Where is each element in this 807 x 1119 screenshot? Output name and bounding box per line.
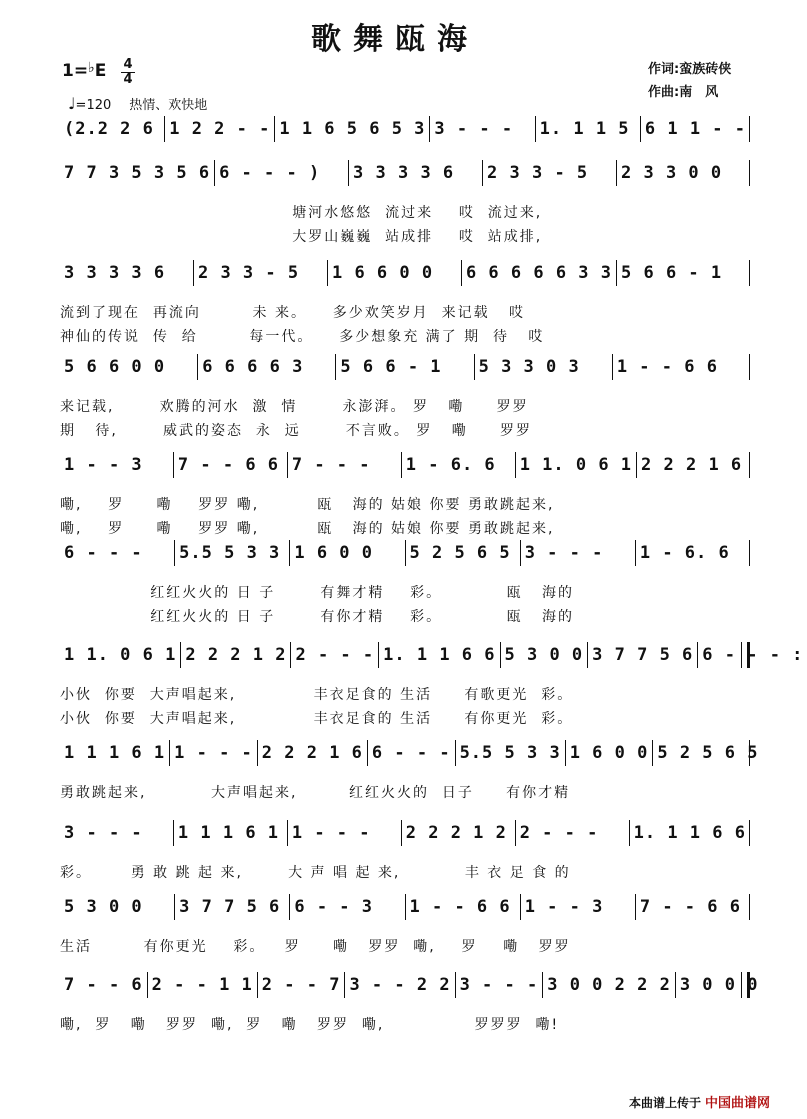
measure: 3 - - - <box>455 972 543 998</box>
barline <box>749 160 750 186</box>
measure: 2 - - 7 <box>257 972 345 998</box>
measure: 3 0 0 2 2 2 <box>542 972 675 998</box>
mood-text: 热情、欢快地 <box>129 98 208 113</box>
measure: 5 3 0 0 <box>64 897 143 917</box>
measure: 6 - - - : <box>697 642 807 668</box>
measure: 7 - - 6 <box>64 975 143 995</box>
lyric-line: 小伙 你要 大声唱起来, 丰衣足食的 生活 有歌更光 彩。 <box>60 687 574 703</box>
time-top: 4 <box>123 57 133 72</box>
measure: 1. 1 1 6 6 <box>378 642 499 668</box>
measure: 5 6 6 0 0 <box>64 357 166 377</box>
measure: 3 3 3 3 6 <box>348 160 482 186</box>
tempo-value: =120 <box>75 98 112 113</box>
notes-line <box>60 114 750 142</box>
measure: 1 - - 6 6 <box>612 354 750 380</box>
score-row <box>60 158 750 245</box>
lyric-line: 嘞, 罗 嘞 罗罗 嘞, 瓯 海的 姑娘 你要 勇敢跳起来, <box>60 497 555 513</box>
lyric-line: 小伙 你要 大声唱起来, 丰衣足食的 生活 有你更光 彩。 <box>60 711 574 727</box>
song-title: 歌舞瓯海 <box>311 22 479 57</box>
score-row <box>60 450 750 537</box>
measure: 5 3 3 0 3 <box>474 354 612 380</box>
barline <box>749 740 750 766</box>
measure: 5.5 5 3 3 <box>455 740 565 766</box>
lyric-line: 来记载, 欢腾的河水 激 情 永澎湃。 罗 嘞 罗罗 <box>60 399 529 415</box>
measure: 7 7 3 5 3 5 6 <box>64 163 211 183</box>
measure: 7 - - 6 6 <box>635 894 750 920</box>
measure: 3 7 7 5 6 <box>174 894 289 920</box>
measure: 7 - - - <box>287 452 401 478</box>
measure: 6 6 6 6 3 <box>197 354 335 380</box>
measure: 2 - - - <box>290 642 378 668</box>
key-letter: E <box>94 61 107 81</box>
lyric-line: 嘞, 罗 嘞 罗罗 嘞, 罗 嘞 罗罗 嘞, 罗罗罗 嘞! <box>60 1017 560 1033</box>
notes-line <box>60 352 750 380</box>
notes-line <box>60 258 750 286</box>
measure: 2 2 2 1 2 <box>180 642 290 668</box>
score-row <box>60 352 750 439</box>
lyricist: 作词:蛮族砖侠 <box>648 62 732 77</box>
measure: 1 - 6. 6 <box>635 540 750 566</box>
measure: 5 2 5 6 5 <box>405 540 520 566</box>
measure: 1 1. 0 6 1 <box>64 645 177 665</box>
barline <box>749 260 750 286</box>
measure: 3 7 7 5 6 <box>587 642 697 668</box>
measure: 6 - - - ) <box>214 160 348 186</box>
lyric-line: 塘河水悠悠 流过来 哎 流过来, <box>60 205 543 221</box>
composer: 作曲:南 风 <box>648 85 719 100</box>
measure: 1 2 2 - - <box>164 116 274 142</box>
score-row <box>60 538 750 625</box>
notes-line <box>60 450 750 478</box>
measure: 3 - - - <box>64 823 143 843</box>
measure: 2 - - 1 1 <box>147 972 257 998</box>
lyric-line: 嘞, 罗 嘞 罗罗 嘞, 瓯 海的 姑娘 你要 勇敢跳起来, <box>60 521 555 537</box>
score-row <box>60 738 759 801</box>
measure: 1 - 6. 6 <box>401 452 515 478</box>
measure: 3 - - - <box>429 116 534 142</box>
measure: 5 3 0 0 <box>500 642 588 668</box>
measure: 1 - - 3 <box>520 894 635 920</box>
barline <box>749 820 750 846</box>
measure: 6 - - 3 <box>289 894 404 920</box>
tempo-marking <box>68 94 207 113</box>
notes-line <box>60 818 750 846</box>
key-prefix: 1= <box>62 61 89 81</box>
lyric-line: 生活 有你更光 彩。 罗 嘞 罗罗 嘞, 罗 嘞 罗罗 <box>60 939 571 955</box>
measure: 3 3 3 3 6 <box>64 263 166 283</box>
measure: 3 - - - <box>520 540 635 566</box>
barline <box>749 354 750 380</box>
measure: 6 - - - <box>64 543 143 563</box>
lyric-line: 大罗山巍巍 站成排 哎 站成排, <box>60 229 543 245</box>
repeat-barline <box>741 642 750 668</box>
notes-line <box>60 738 759 766</box>
measure: 1 1 6 5 6 5 3 <box>274 116 429 142</box>
lyric-line: 期 待, 威武的姿态 永 远 不言败。 罗 嘞 罗罗 <box>60 423 532 439</box>
measure: 1 - - 6 6 <box>405 894 520 920</box>
measure: 2 3 3 - 5 <box>193 260 327 286</box>
barline <box>749 452 750 478</box>
notes-line <box>60 158 750 186</box>
barline <box>749 894 750 920</box>
flat-sign: ♭ <box>88 60 95 76</box>
lyric-line: 红红火火的 日 子 有你才精 彩。 瓯 海的 <box>60 609 575 625</box>
score-row <box>60 892 750 955</box>
upload-text: 本曲谱上传于 <box>628 1096 701 1110</box>
score-row <box>60 970 759 1033</box>
score-row <box>60 818 750 881</box>
lyric-line: 流到了现在 再流向 未 来。 多少欢笑岁月 来记载 哎 <box>60 305 526 321</box>
credits <box>648 58 731 104</box>
score-row <box>60 258 750 345</box>
measure: 1 - - - <box>287 820 401 846</box>
measure: 2 3 3 - 5 <box>482 160 616 186</box>
notes-line <box>60 538 750 566</box>
measure: 1. 1 1 5 <box>535 116 640 142</box>
measure: 5 6 6 - 1 <box>616 260 750 286</box>
lyric-line: 红红火火的 日 子 有舞才精 彩。 瓯 海的 <box>60 585 575 601</box>
final-barline <box>741 972 750 998</box>
measure: 1 1 1 6 1 <box>64 743 166 763</box>
measure: 1 - - 3 <box>64 455 143 475</box>
measure: 1 6 6 0 0 <box>327 260 461 286</box>
measure: 1 1 1 6 1 <box>173 820 287 846</box>
lyric-line: 神仙的传说 传 给 每一代。 多少想象充 满了 期 待 哎 <box>60 329 545 345</box>
measure: 1 1. 0 6 1 <box>515 452 636 478</box>
barline <box>749 540 750 566</box>
measure: 2 - - - <box>515 820 629 846</box>
measure: 1 6 0 0 <box>289 540 404 566</box>
notes-line <box>60 970 759 998</box>
lyric-line: 彩。 勇 敢 跳 起 来, 大 声 唱 起 来, 丰 衣 足 食 的 <box>60 865 571 881</box>
site-logo: 中国曲谱网 <box>704 1096 770 1111</box>
measure: 1. 1 1 6 6 <box>629 820 750 846</box>
measure: 7 - - 6 6 <box>173 452 287 478</box>
measure: 5 2 5 6 5 <box>652 740 762 766</box>
notes-line <box>60 892 750 920</box>
time-bottom: 4 <box>121 72 135 87</box>
measure: 2 2 2 1 6 <box>257 740 367 766</box>
notes-line <box>60 640 804 668</box>
score-row <box>60 114 750 154</box>
measure: 5 6 6 - 1 <box>335 354 473 380</box>
measure: 2 3 3 0 0 <box>616 160 750 186</box>
measure: 3 0 0 0 <box>675 972 763 998</box>
measure: 5.5 5 3 3 <box>174 540 289 566</box>
measure: 6 1 1 - - <box>640 116 750 142</box>
measure: 2 2 2 1 6 <box>636 452 750 478</box>
key-signature <box>62 60 106 81</box>
barline <box>749 116 750 142</box>
measure: 6 - - - <box>367 740 455 766</box>
quarter-note-icon: ♩ <box>68 94 76 113</box>
time-signature <box>121 58 135 87</box>
measure: 3 - - 2 2 <box>344 972 454 998</box>
score-row <box>60 640 804 727</box>
measure: (2.2 2 6 <box>64 119 154 139</box>
measure: 1 - - - <box>169 740 257 766</box>
measure: 2 2 2 1 2 <box>401 820 515 846</box>
measure: 1 6 0 0 <box>565 740 653 766</box>
footer <box>629 1092 770 1111</box>
measure: 6 6 6 6 6 3 3 <box>461 260 616 286</box>
lyric-line: 勇敢跳起来, 大声唱起来, 红红火火的 日子 有你才精 <box>60 785 571 801</box>
